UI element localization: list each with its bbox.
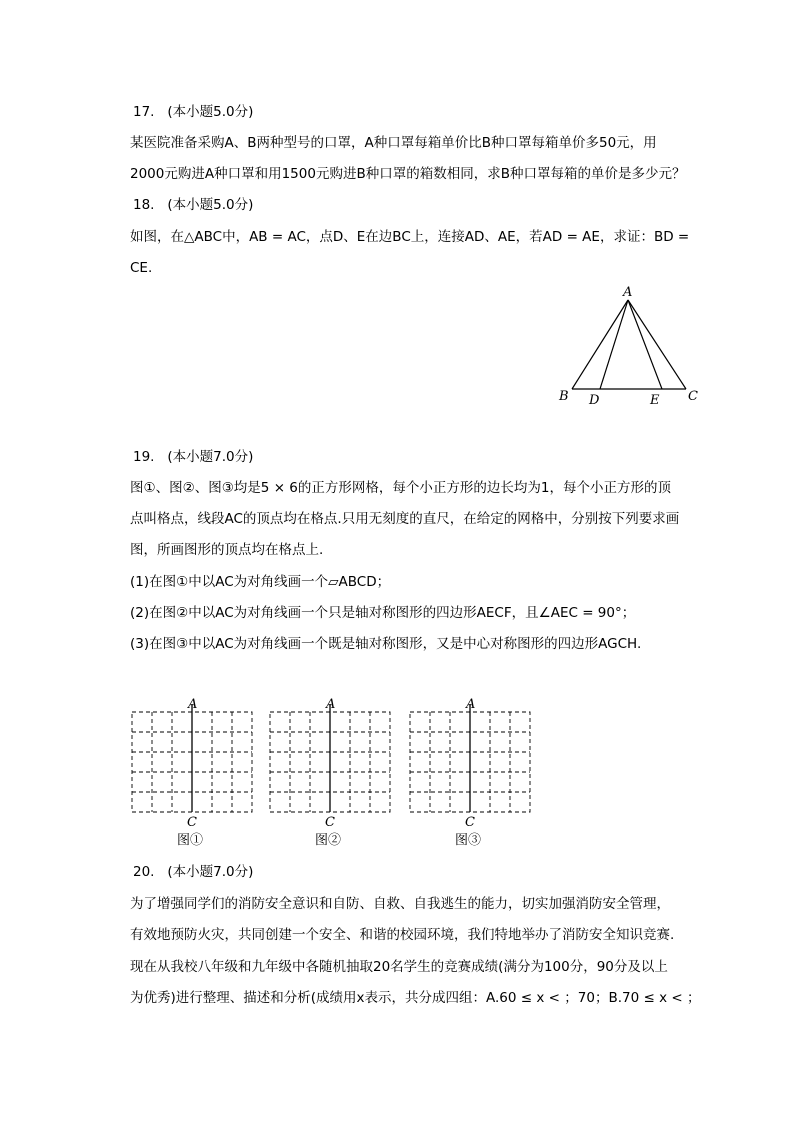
grid-bottom-label: C: [465, 815, 475, 830]
vertex-e-label: E: [650, 393, 660, 408]
q19-header: [133, 448, 253, 466]
q20-header: [133, 863, 253, 881]
q17-line-1: 某医院准备采购A、B两种型号的口罩，A种口罩每箱单价比B种口罩每箱单价多50元，用: [130, 135, 657, 151]
q19-task-1: (1)在图①中以AC为对角线画一个▱ABCD；: [130, 574, 391, 590]
triangle-figure: [550, 280, 710, 410]
q19-task-2: (2)在图②中以AC为对角线画一个只是轴对称图形的四边形AECF，且∠AEC = 90°；: [130, 605, 636, 621]
q20-score: (本小题7.0分): [167, 864, 254, 880]
q18-score: (本小题5.0分): [167, 197, 254, 213]
q18-header: [133, 196, 253, 214]
grid-top-label: A: [466, 697, 476, 712]
grid-caption: 图②: [315, 833, 342, 848]
segment-ad: [600, 300, 628, 389]
q19-number: 19.: [133, 449, 155, 465]
q18-line-2: CE.: [130, 260, 153, 276]
grid-caption: 图①: [177, 833, 204, 848]
grid-bottom-label: C: [325, 815, 335, 830]
q19-score: (本小题7.0分): [167, 449, 254, 465]
q18-number: 18.: [133, 197, 155, 213]
q20-line-2: 有效地预防火灾，共同创建一个安全、和谐的校园环境，我们特地举办了消防安全知识竞赛.: [130, 927, 675, 943]
q19-task-3: (3)在图③中以AC为对角线画一个既是轴对称图形，又是中心对称图形的四边形AGCH.: [130, 636, 642, 652]
q20-line-3: 现在从我校八年级和九年级中各随机抽取20名学生的竞赛成绩(满分为100分，90分及以上: [130, 959, 668, 975]
q20-line-1: 为了增强同学们的消防安全意识和自防、自救、自我逃生的能力，切实加强消防安全管理，: [130, 896, 670, 912]
q18-line-1: 如图，在△ABC中，AB = AC，点D、E在边BC上，连接AD、AE，若AD = AE，求证：BD =: [130, 229, 690, 245]
q17-header: [133, 103, 253, 121]
q17-number: 17.: [133, 104, 155, 120]
grid-figure-1: [120, 690, 270, 850]
vertex-c-label: C: [688, 389, 698, 404]
q17-score: (本小题5.0分): [167, 104, 254, 120]
grid-bottom-label: C: [187, 815, 197, 830]
grid-top-label: A: [326, 697, 336, 712]
vertex-d-label: D: [589, 393, 600, 408]
grid-figure-2: [258, 690, 408, 850]
vertex-b-label: B: [559, 389, 569, 404]
q20-line-4: 为优秀)进行整理、描述和分析(成绩用x表示，共分成四组：A.60 ≤ x < ；70；B.70 ≤ x < ；: [130, 990, 701, 1006]
vertex-a-label: A: [623, 285, 633, 300]
grid-figure-3: [398, 690, 548, 850]
q17-line-2: 2000元购进A种口罩和用1500元购进B种口罩的箱数相同，求B种口罩每箱的单价是多少元？: [130, 166, 686, 182]
q19-line-3: 图，所画图形的顶点均在格点上.: [130, 542, 324, 558]
q20-number: 20.: [133, 864, 155, 880]
grid-top-label: A: [188, 697, 198, 712]
q19-line-2: 点叫格点，线段AC的顶点均在格点.只用无刻度的直尺，在给定的网格中，分别按下列要求画: [130, 511, 680, 527]
q19-line-1: 图①、图②、图③均是5 × 6的正方形网格，每个小正方形的边长均为1，每个小正方形的顶: [130, 480, 671, 496]
segment-ab: [572, 300, 628, 389]
grid-caption: 图③: [455, 833, 482, 848]
